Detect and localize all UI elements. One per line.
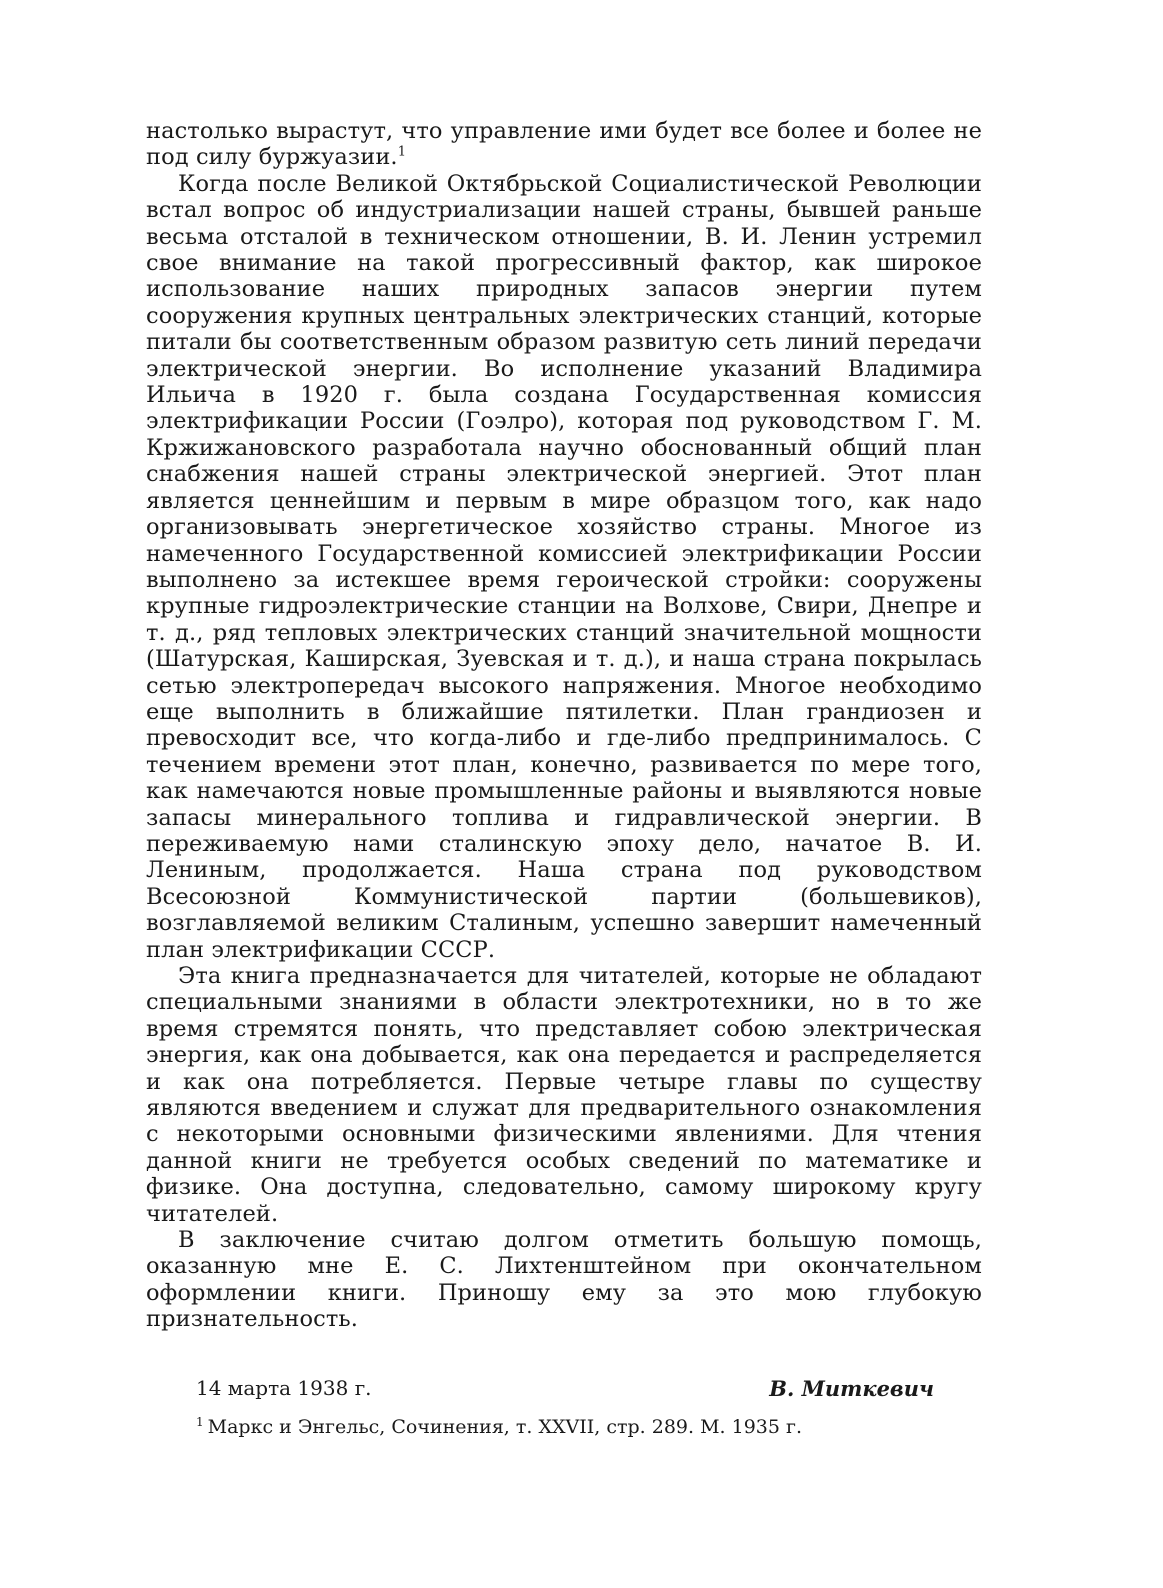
footnote bbox=[196, 1414, 936, 1440]
signature-author: В. Миткевич bbox=[769, 1376, 934, 1401]
footnote-text: Маркс и Энгельс, Сочинения, т. XXVII, стр. 289. М. 1935 г. bbox=[207, 1416, 802, 1438]
paragraph-electrification: Когда после Великой Октябрьской Социалистической Революции встал вопрос об индустриализации нашей страны, бывшей раньше весьма отсталой в техническом отношении, В. И. Ленин устремил свое внимание на такой прогрессивный фактор, как широкое использование наших природных запасов энергии путем сооружения крупных центральных электрических станций, которые питали бы соответственным образом развитую сеть линий передачи электрической энергии. Во исполнение указаний Владимира Ильича в 1920 г. была создана Государственная комиссия электрификации России (Гоэлро), которая под руководством Г. М. Кржижановского разработала научно обоснованный общий план снабжения нашей страны электрической энергией. Этот план является ценнейшим и первым в мире образцом того, как надо организовывать энергетическое хозяйство страны. Многое из намеченного Государственной комиссией электрификации России выполнено за истекшее время героической стройки: сооружены крупные гидроэлектрические станции на Волхове, Свири, Днепре и т. д., ряд тепловых электрических станций значительной мощности (Шатурская, Каширская, Зуевская и т. д.), и наша страна покрылась сетью электропередач высокого напряжения. Многое необходимо еще выполнить в ближайшие пятилетки. План грандиозен и превосходит все, что когда-либо и где-либо предпринималось. С течением времени этот план, конечно, развивается по мере того, как намечаются новые промышленные районы и выявляются новые запасы минерального топлива и гидравлической энергии. В переживаемую нами сталинскую эпоху дело, начатое В. И. Лениным, продолжается. Наша страна под руководством Всесоюзной Коммунистической партии (большевиков), возглавляемой великим Сталиным, успешно завершит намеченный план электрификации СССР. bbox=[146, 170, 982, 963]
footnote-reference: 1 bbox=[397, 144, 407, 160]
footnote-marker: 1 bbox=[196, 1414, 204, 1429]
signature-date: 14 марта 1938 г. bbox=[196, 1376, 372, 1400]
paragraph-acknowledgement: В заключение считаю долгом отметить большую помощь, оказанную мне Е. С. Лихтенштейном при окончательном оформлении книги. Приношу ему за это мою глубокую признательность. bbox=[146, 1227, 982, 1333]
main-text bbox=[146, 118, 982, 1333]
paragraph-continuation bbox=[146, 118, 982, 171]
signature-row bbox=[196, 1376, 934, 1406]
paragraph-audience: Эта книга предназначается для читателей, которые не обладают специальными знаниями в области электротехники, но в то же время стремятся понять, что представляет собою электрическая энергия, как она добывается, как она передается и распределяется и как она потребляется. Первые четыре главы по существу являются введением и служат для предварительного ознакомления с некоторыми основными физическими явлениями. Для чтения данной книги не требуется особых сведений по математике и физике. Она доступна, следовательно, самому широкому кругу читателей. bbox=[146, 963, 982, 1227]
paragraph-text: настолько вырастут, что управление ими будет все более и более не под силу буржуазии. bbox=[146, 118, 982, 171]
